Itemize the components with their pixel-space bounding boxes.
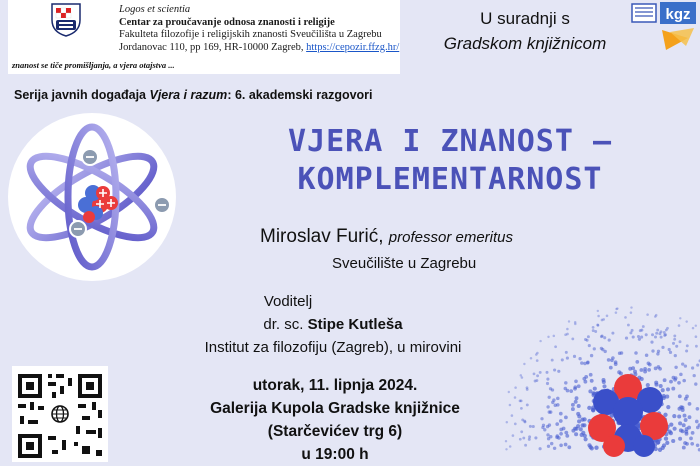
pattern-dot [555,422,559,426]
pattern-dot [505,440,507,442]
pattern-dot [553,447,556,450]
pattern-dot [588,344,591,347]
pattern-dot [620,351,624,355]
pattern-dot [582,417,586,421]
pattern-dot [587,335,590,338]
pattern-dot [602,384,606,388]
pattern-dot [529,425,532,428]
moderator-name: Stipe Kutleša [307,316,403,333]
pattern-dot [573,387,577,391]
pattern-dot [546,405,549,408]
event-venue: Galerija Kupola Gradske knjižnice [210,400,460,417]
pattern-dot [663,331,666,334]
moderator-affiliation: Institut za filozofiju (Zagreb), u mirovini [204,339,462,356]
pattern-dot [665,441,669,445]
pattern-dot [592,329,595,332]
pattern-dot [658,332,661,335]
pattern-dot [607,358,611,362]
pattern-dot [666,327,669,330]
address: Jordanovac 110, pp 169, HR-10000 Zagreb, [119,41,304,53]
pattern-dot [624,316,627,319]
pattern-dot [659,384,663,388]
speaker-name: Miroslav Furić [260,226,379,247]
series-suffix: : 6. akademski razgovori [227,88,373,102]
event-date: utorak, 11. lipnja 2024. [252,377,418,394]
pattern-dot [505,448,507,450]
pattern-dot [528,435,531,438]
pattern-dot [554,345,557,348]
pattern-dot [655,314,658,317]
pattern-dot [608,339,611,342]
pattern-dot [656,329,659,332]
pattern-dot [654,383,658,387]
pattern-dot [682,379,686,383]
pattern-dot [683,441,687,445]
pattern-dot [509,404,512,407]
pattern-dot [590,379,594,383]
pattern-dot [511,414,514,417]
pattern-dot [679,428,683,432]
pattern-dot [567,445,571,449]
pattern-dot [594,330,597,333]
pattern-dot [547,336,549,338]
pattern-dot [646,383,650,387]
pattern-dot [685,320,687,322]
pattern-dot [577,404,581,408]
event-address: (Starčevićev trg 6) [267,423,403,440]
pattern-dot [519,438,522,441]
pattern-dot [678,421,682,425]
pattern-dot [639,368,643,372]
event-title [225,123,675,199]
pattern-dot [689,437,693,441]
cluster-blob [613,397,643,427]
pattern-dot [542,424,545,427]
pattern-dot [564,333,567,336]
moderator-label: Voditelj [263,293,313,310]
pattern-dot [668,348,671,351]
pattern-dot [675,345,678,348]
pattern-dot [573,355,576,358]
pattern-dot [686,344,689,347]
pattern-dot [571,403,575,407]
pattern-dot [546,433,549,436]
pattern-dot [688,415,692,419]
pattern-dot [586,360,589,363]
pattern-dot [658,448,662,452]
pattern-dot [688,402,692,406]
pattern-dot [669,351,672,354]
pattern-dot [575,396,579,400]
pattern-dot [524,444,527,447]
pattern-dot [593,347,596,350]
pattern-dot [514,423,517,426]
title-line-2: KOMPLEMENTARNOST [297,162,603,197]
series-prefix: Serija javnih događaja [14,88,146,102]
pattern-dot [509,445,512,448]
pattern-dot [577,384,581,388]
pattern-dot [555,436,559,440]
pattern-dot [556,403,560,407]
pattern-dot [597,310,599,312]
pattern-dot [634,351,638,355]
crest-icon [50,2,82,38]
pattern-dot [574,400,578,404]
pattern-dot [645,333,648,336]
pattern-dot [651,349,654,352]
pattern-dot [611,356,615,360]
pattern-dot [696,364,699,367]
pattern-dot [536,374,539,377]
cluster-blob [633,435,655,457]
pattern-dot [661,346,664,349]
pattern-dot [660,336,663,339]
pattern-dot [600,347,603,350]
pattern-dot [679,405,683,409]
pattern-dot [519,400,522,403]
pattern-dot [564,416,568,420]
pattern-dot [619,372,623,376]
pattern-dot [549,435,552,438]
pattern-dot [564,443,568,447]
pattern-dot [646,313,649,316]
series-name: Vjera i razum [149,88,228,102]
pattern-dot [539,371,542,374]
motto: Logos et scientia [119,4,191,15]
pattern-dot [628,367,632,371]
pattern-dot [523,363,525,365]
pattern-dot [571,407,575,411]
pattern-dot [566,357,569,360]
pattern-dot [631,329,634,332]
pattern-dot [603,336,606,339]
pattern-dot [642,325,645,328]
pattern-dot [569,389,573,393]
pattern-dot [672,414,676,418]
pattern-dot [683,414,687,418]
pattern-dot [550,442,553,445]
pattern-dot [566,328,569,331]
pattern-dot [520,430,523,433]
pattern-dot [574,321,577,324]
pattern-dot [593,387,597,391]
pattern-dot [674,354,677,357]
pattern-dot [597,324,600,327]
pattern-dot [594,446,598,450]
pattern-dot [678,394,682,398]
pattern-dot [564,381,567,384]
pattern-dot [669,422,673,426]
pattern-dot [568,320,570,322]
pattern-dot [664,436,668,440]
pattern-dot [559,419,563,423]
tagline: znanost se tiče promišljanja, a vjera otajstva ... [12,60,175,70]
pattern-dot [533,373,536,376]
pattern-dot [578,357,581,360]
pattern-dot [559,443,563,447]
pattern-dot [673,427,677,431]
pattern-dot [577,419,581,423]
pattern-dot [528,438,531,441]
organizer-card [8,0,400,74]
pattern-dot [540,417,543,420]
pattern-dot [640,336,643,339]
pattern-dot [506,421,508,423]
pattern-dot [539,447,542,450]
series-line [14,88,373,102]
pattern-dot [640,377,644,381]
pattern-dot [690,442,694,446]
pattern-dot [614,362,618,366]
pattern-dot [684,430,688,434]
pattern-dot [590,354,593,357]
title-line-1: VJERA I ZNANOST – [287,124,613,159]
pattern-dot [597,315,600,318]
pattern-dot [654,367,658,371]
pattern-dot [587,406,591,410]
pattern-dot [696,407,700,411]
pattern-dot [679,317,681,319]
moderator-title: dr. sc. [263,316,304,333]
pattern-dot [677,381,681,385]
pattern-dot [574,432,578,436]
pattern-dot [650,341,653,344]
pattern-dot [508,391,510,393]
pattern-dot [564,431,568,435]
pattern-dot [630,306,632,308]
pattern-dot [647,368,651,372]
pattern-dot [627,324,630,327]
pattern-dot [526,388,529,391]
pattern-dot [682,446,686,450]
pattern-dot [684,397,688,401]
partner-line-1: U suradnji s [480,9,570,28]
pattern-dot [534,436,537,439]
pattern-dot [693,374,696,377]
pattern-dot [655,332,658,335]
pattern-dot [526,403,529,406]
pattern-dot [556,397,560,401]
pattern-dot [677,414,681,418]
pattern-dot [522,437,525,440]
pattern-dot [671,387,675,391]
pattern-dot [532,425,535,428]
partner-line-2: Gradskom knjižnicom [443,34,607,53]
pattern-dot [588,445,592,449]
pattern-dot [615,308,617,310]
pattern-dot [580,361,583,364]
pattern-dot [589,373,593,377]
pattern-dot [520,374,523,377]
pattern-dot [539,340,541,342]
pattern-dot [625,337,628,340]
pattern-dot [583,362,586,365]
pattern-dot [584,375,588,379]
pattern-dot [553,368,556,371]
pattern-dot [523,420,526,423]
pattern-dot [647,362,651,366]
pattern-dot [547,445,550,448]
pattern-dot [695,420,699,424]
pattern-dot [551,401,554,404]
pattern-dot [685,349,688,352]
pattern-dot [672,342,675,345]
pattern-dot [606,315,609,318]
pattern-dot [684,418,688,422]
pattern-dot [684,364,687,367]
pattern-dot [671,439,675,443]
organizer-info [119,4,399,54]
pattern-dot [682,423,686,427]
pattern-dot [637,335,640,338]
pattern-dot [656,440,660,444]
pattern-dot [561,358,564,361]
pattern-dot [574,427,578,431]
pattern-dot [615,311,618,314]
qr-code-icon[interactable] [12,366,108,462]
pattern-dot [574,379,578,383]
atom-icon [8,113,176,281]
website-link[interactable]: https://cepozir.ffzg.hr/ [306,41,400,53]
pattern-dot [579,427,583,431]
pattern-dot [546,378,549,381]
dot-pattern-icon [478,300,700,450]
pattern-dot [549,410,552,413]
pattern-dot [564,387,568,391]
moderator [138,290,528,359]
pattern-dot [695,324,697,326]
pattern-dot [530,357,533,360]
pattern-dot [588,389,592,393]
speaker-role: professor emeritus [388,229,514,246]
pattern-dot [602,378,606,382]
pattern-dot [654,335,657,338]
pattern-dot [551,359,554,362]
pattern-dot [635,360,639,364]
pattern-dot [661,388,665,392]
pattern-dot [666,405,670,409]
cluster-blob [603,435,625,457]
pattern-dot [559,432,563,436]
pattern-dot [553,335,556,338]
pattern-dot [673,334,676,337]
pattern-dot [602,318,605,321]
center-name: Centar za proučavanje odnosa znanosti i religije [119,16,335,28]
pattern-dot [577,414,581,418]
pattern-dot [678,437,682,441]
pattern-dot [695,345,698,348]
pattern-dot [679,340,682,343]
pattern-dot [584,338,587,341]
pattern-dot [512,434,515,437]
pattern-dot [565,351,568,354]
pattern-dot [592,326,595,329]
partner-text [420,6,630,56]
pattern-dot [678,324,681,327]
pattern-dot [645,354,649,358]
faculty-name: Fakulteta filozofije i religijskih znanosti Sveučilišta u Zagrebu [119,29,382,40]
pattern-dot [669,380,673,384]
pattern-dot [562,427,566,431]
event-time: u 19:00 h [301,446,369,463]
pattern-dot [584,437,588,441]
pattern-dot [534,380,537,383]
pattern-dot [691,366,694,369]
pattern-dot [514,396,517,399]
speaker: Miroslav Furić, professor emeritus [260,226,514,247]
pattern-dot [546,382,549,385]
pattern-dot [692,327,695,330]
library-logo-icon [626,0,700,54]
pattern-dot [514,386,517,389]
pattern-dot [663,334,666,337]
pattern-dot [633,370,637,374]
pattern-dot [583,434,587,438]
event-details [140,374,530,466]
pattern-dot [695,335,698,338]
pattern-dot [674,366,677,369]
pattern-dot [643,367,647,371]
pattern-dot [666,387,670,391]
pattern-dot [673,378,677,382]
pattern-dot [548,423,551,426]
pattern-dot [559,412,563,416]
pattern-dot [548,396,551,399]
pattern-dot [632,335,635,338]
pattern-dot [696,426,700,430]
pattern-dot [673,338,676,341]
pattern-dot [663,378,667,382]
pattern-dot [696,444,700,448]
pattern-dot [609,366,613,370]
pattern-dot [681,362,684,365]
pattern-dot [656,352,659,355]
pattern-dot [551,388,554,391]
pattern-dot [669,431,673,435]
pattern-dot [611,332,614,335]
pattern-dot [694,382,697,385]
pattern-dot [630,311,633,314]
pattern-dot [582,423,586,427]
pattern-dot [651,333,654,336]
pattern-dot [520,407,523,410]
pattern-dot [536,359,539,362]
pattern-dot [546,371,549,374]
pattern-dot [600,335,603,338]
pattern-dot [557,370,560,373]
pattern-dot [679,373,683,377]
pattern-dot [535,353,538,356]
pattern-dot [691,431,695,435]
pattern-dot [639,329,642,332]
library-logo-text: kgz [665,6,691,23]
pattern-dot [658,367,662,371]
pattern-dot [565,434,569,438]
speaker-affiliation: Sveučilište u Zagrebu [332,255,477,272]
pattern-dot [571,337,574,340]
